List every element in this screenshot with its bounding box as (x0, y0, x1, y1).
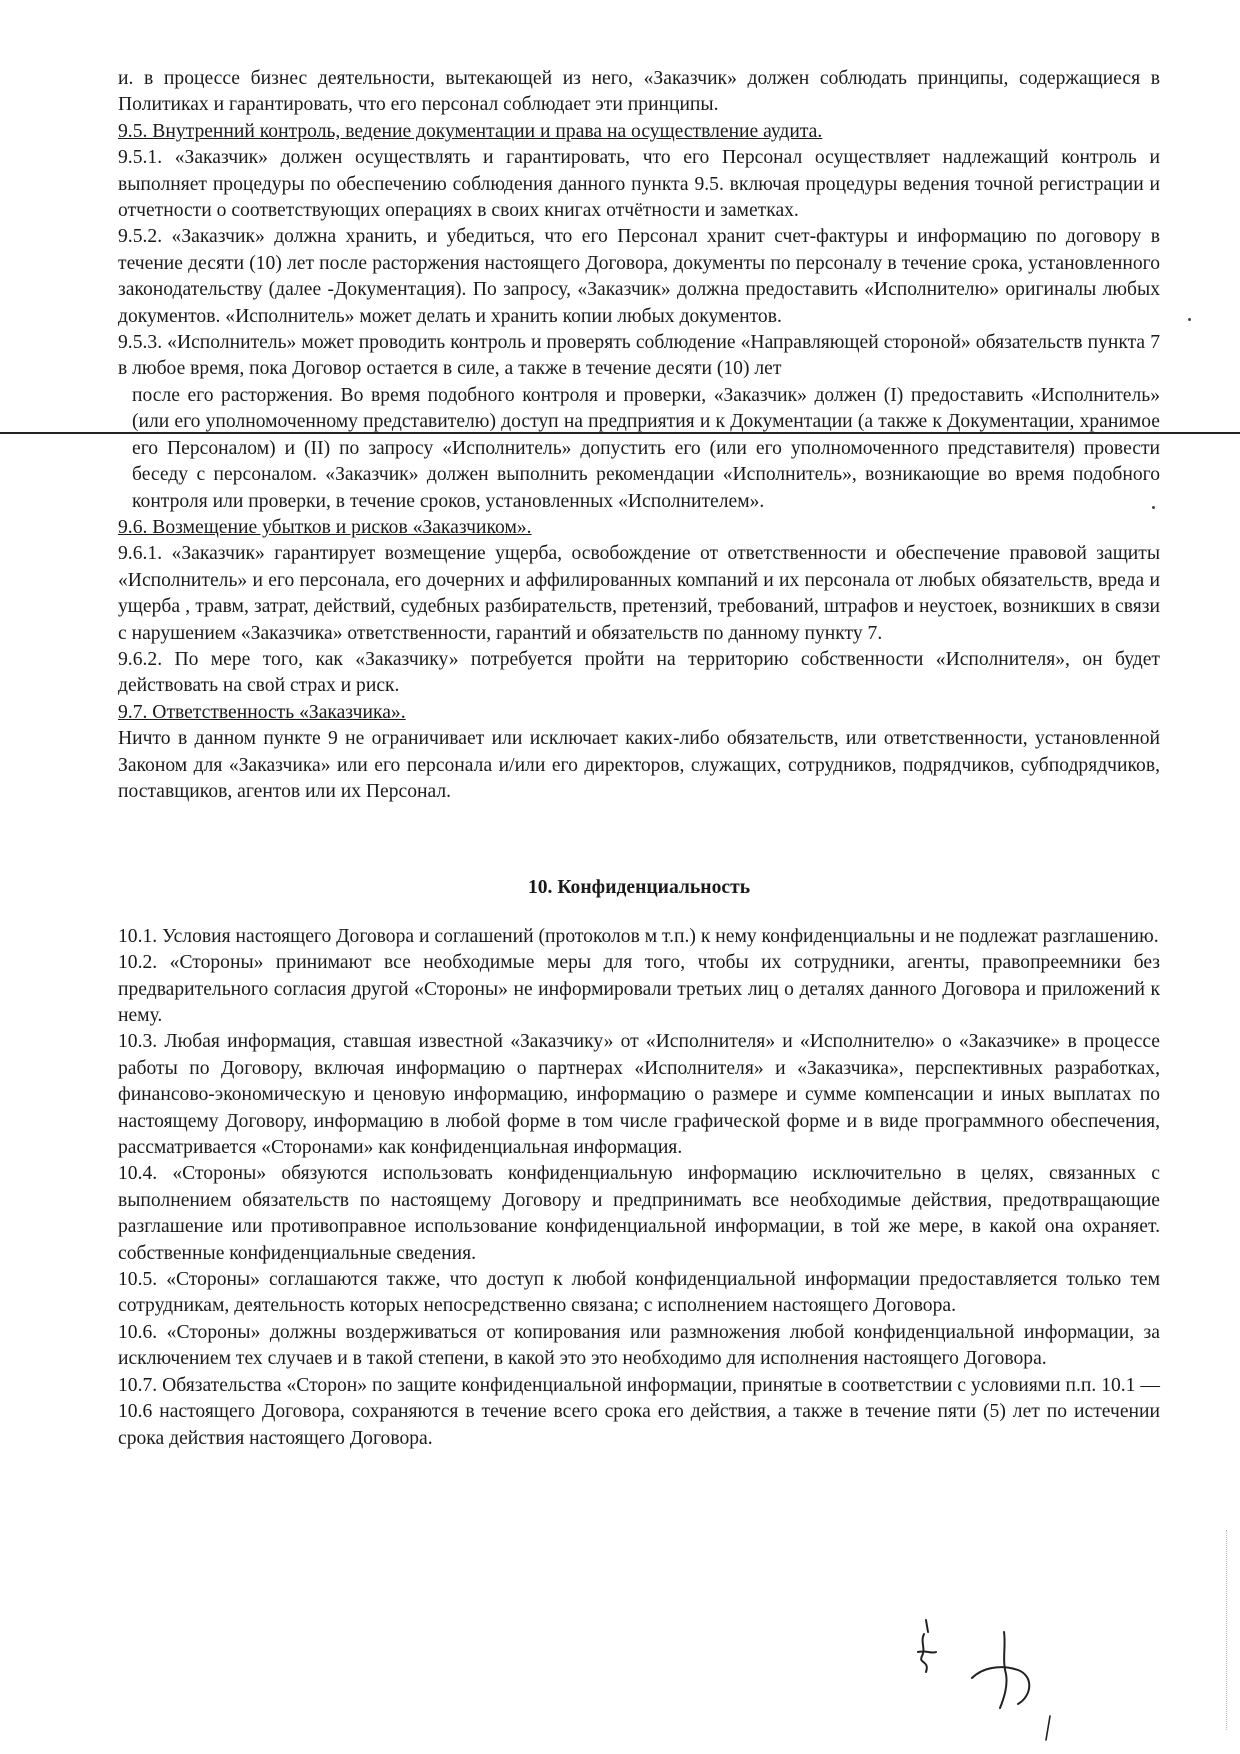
paragraph: 10.6. «Стороны» должны воздерживаться от копирования или размножения любой конфиденциальной информации, за исключением тех случаев и в такой степени, в какой это это необходимо для исполнения настоящего Договора. (118, 1321, 1160, 1370)
section-heading-9-5: 9.5. Внутренний контроль, ведение документации и права на осуществление аудита. (118, 120, 823, 142)
section-heading-9-7: 9.7. Ответственность «Заказчика». (118, 701, 406, 723)
scan-speck (1188, 318, 1191, 321)
paragraph: Ничто в данном пункте 9 не ограничивает или исключает каких-либо обязательств, или ответственности, установленной Законом для «Заказчика» или его персонала и/или его директоров, служащих, сотрудников, подрядчиков, субподрядчиков, поставщиков, агентов или их Персонал. (118, 728, 1160, 802)
paragraph: 9.6.2. По мере того, как «Заказчику» потребуется пройти на территорию собственности «Исполнителя», он будет действовать на свой страх и риск. (118, 648, 1160, 697)
paragraph: 10.7. Обязательства «Сторон» по защите конфиденциальной информации, принятые в соответствии с условиями п.п. 10.1 — 10.6 настоящего Договора, сохраняются в течение всего срока его действия, а также в течение пяти (5) лет по истечении срока действия настоящего Договора. (118, 1374, 1160, 1449)
document-page (118, 66, 1160, 1452)
paragraph: 9.6.1. «Заказчик» гарантирует возмещение ущерба, освобождение от ответственности и обеспечение правовой защиты «Исполнитель» и его персонала, его дочерних и аффилированных компаний и их персонала от любых обязательств, вреда и ущерба , травм, затрат, действий, судебных разбирательств, претензий, требований, штрафов и неустоек, возникших в связи с нарушением «Заказчика» ответственности, гарантий и обязательств по данному пункту 7. (118, 543, 1160, 644)
paragraph: 9.5.2. «Заказчик» должна хранить, и убедиться, что его Персонал хранит счет-фактуры и информацию по договору в течение десяти (10) лет после расторжения настоящего Договора, документы по персоналу в течение срока, установленного законодательству (далее -Документация). По запросу, «Заказчик» должна предоставить «Исполнителю» оригиналы любых документов. «Исполнитель» может делать и хранить копии любых документов. (118, 226, 1160, 327)
paragraph: 10.5. «Стороны» соглашаются также, что доступ к любой конфиденциальной информации предоставляется только тем сотрудникам, деятельность которых непосредственно связана; с исполнением настоящего Договора. (118, 1269, 1160, 1317)
section-title-10: 10. Конфиденциальность (527, 877, 751, 899)
paragraph: 10.3. Любая информация, ставшая известной «Заказчику» от «Исполнителя» и «Исполнителю» о «Заказчике» в процессе работы по Договору, включая информацию о партнерах «Исполнителя» и «Заказчика», перспективных разработках, финансово-экономическую и ценовую информацию, информацию о размере и сумме компенсации и иных выплатах по настоящему Договору, информацию в любой форме в том числе графической форме и в виде программного обеспечения, рассматривается «Сторонами» как конфиденциальная информация. (118, 1031, 1160, 1159)
paragraph: 9.5.3. «Исполнитель» может проводить контроль и проверять соблюдение «Направляющей стороной» обязательств пункта 7 в любое время, пока Договор остается в силе, а также в течение десяти (10) лет (118, 332, 1160, 380)
scan-edge-dots (1226, 1530, 1229, 1730)
paragraph: 10.1. Условия настоящего Договора и соглашений (протоколов м т.п.) к нему конфиденциальны и не подлежат разглашению. (118, 925, 1159, 947)
paragraph: после его расторжения. Во время подобного контроля и проверки, «Заказчик» должен (I) предоставить «Исполнитель» (или его уполномоченному представителю) доступ на предприятия и к Документации (а также к Документации, хранимое его Персоналом) и (II) по запросу «Исполнитель» допустить его (или его уполномоченного представителя) провести беседу с персоналом. «Заказчик» должен выполнить рекомендации «Исполнитель», возникающие во время подобного контроля или проверки, в течение сроков, установленных «Исполнителем». (132, 384, 1160, 512)
paragraph: и. в процессе бизнес деятельности, вытекающей из него, «Заказчик» должен соблюдать принципы, содержащиеся в Политиках и гарантировать, что его персонал соблюдает эти принципы. (118, 68, 1160, 116)
handwritten-signature (900, 1612, 1070, 1742)
paragraph: 10.4. «Стороны» обязуются использовать конфиденциальную информацию исключительно в целях, связанных с выполнением обязательств по настоящему Договору и предпринимать все необходимые действия, предотвращающие разглашение или противоправное использование конфиденциальной информации, в той же мере, в какой она охраняет. собственные конфиденциальные сведения. (118, 1163, 1160, 1264)
paragraph: 10.2. «Стороны» принимают все необходимые меры для того, чтобы их сотрудники, агенты, правопреемники без предварительного согласия другой «Стороны» не информировали третьих лиц о деталях данного Договора и приложений к нему. (118, 952, 1160, 1026)
paragraph: 9.5.1. «Заказчик» должен осуществлять и гарантировать, что его Персонал осуществляет надлежащий контроль и выполняет процедуры по обеспечению соблюдения данного пункта 9.5. включая процедуры ведения точной регистрации и отчетности о соответствующих операциях в своих книгах отчётности и заметках. (118, 147, 1160, 222)
section-heading-9-6: 9.6. Возмещение убытков и рисков «Заказчиком». (118, 516, 532, 538)
